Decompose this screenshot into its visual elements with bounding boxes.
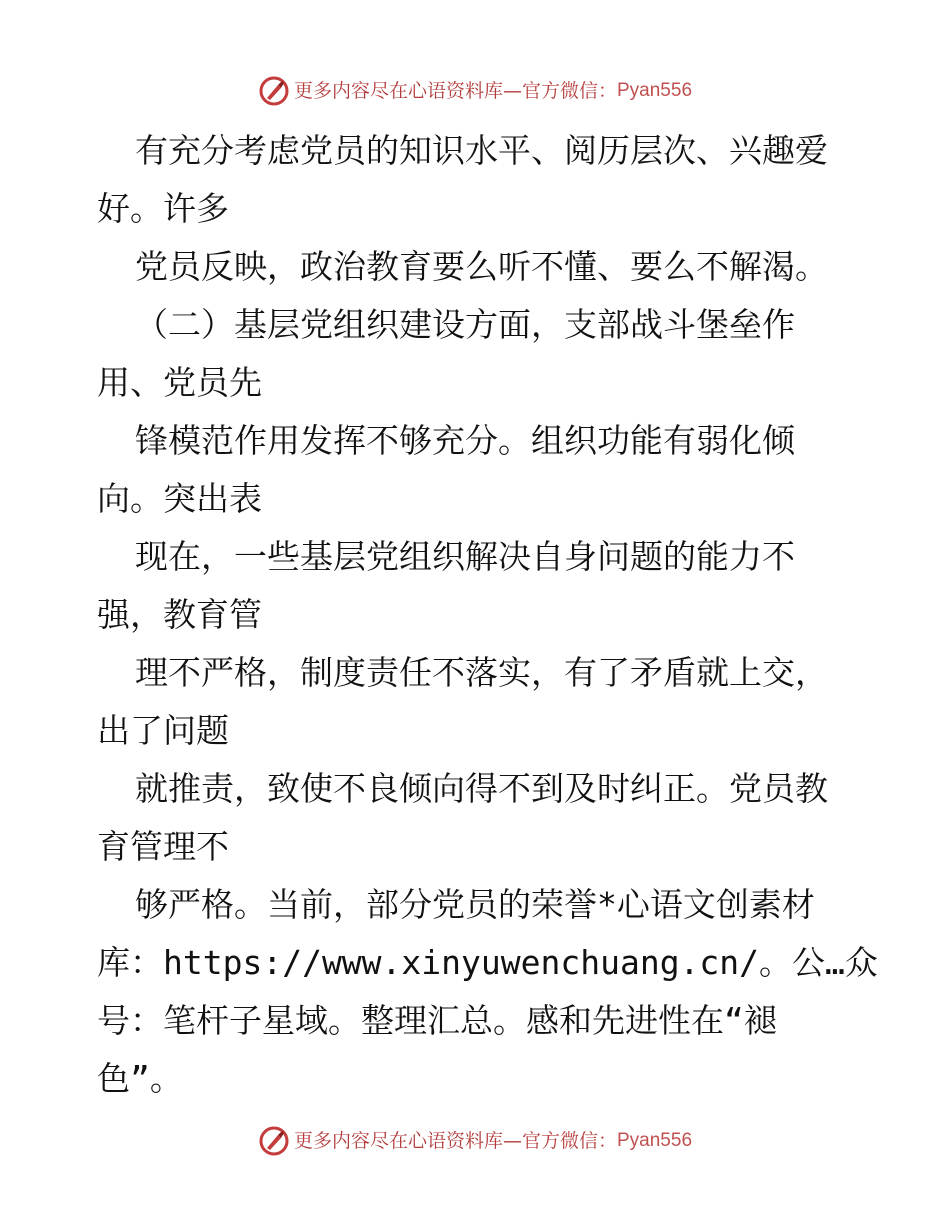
page-footer-banner xyxy=(0,1125,950,1166)
body-line: 理不严格，制度责任不落实，有了矛盾就上交， xyxy=(135,653,828,692)
footer-wechat-id: Pyan556 xyxy=(617,1130,693,1151)
document-body xyxy=(97,122,897,1108)
body-line: 锋模范作用发挥不够充分。组织功能有弱化倾 xyxy=(135,421,795,460)
body-line: 党员反映，政治教育要么听不懂、要么不解渴。 xyxy=(135,247,828,286)
header-wechat-label: 官方微信： xyxy=(521,80,617,102)
body-line: 库：https://www.xinyuwenchuang.cn/。公…众 xyxy=(97,943,878,982)
header-site-text: 更多内容尽在心语资料库 xyxy=(293,80,503,102)
body-line: 出了问题 xyxy=(97,711,229,750)
body-line: 有充分考虑党员的知识水平、阅历层次、兴趣爱 xyxy=(135,131,828,170)
body-line: 育管理不 xyxy=(97,827,229,866)
page-header-banner xyxy=(0,75,950,116)
header-wechat-id: Pyan556 xyxy=(617,80,693,101)
body-line: 号：笔杆子星域。整理汇总。感和先进性在“褪 xyxy=(97,1001,777,1040)
body-line: （二）基层党组织建设方面，支部战斗堡垒作 xyxy=(135,305,795,344)
body-line: 现在，一些基层党组织解决自身问题的能力不 xyxy=(135,537,795,576)
body-line: 就推责，致使不良倾向得不到及时纠正。党员教 xyxy=(135,769,828,808)
body-line: 够严格。当前，部分党员的荣誉*心语文创素材 xyxy=(135,885,815,924)
body-line: 色”。 xyxy=(97,1059,183,1098)
footer-dash: — xyxy=(502,1130,522,1152)
pen-logo-icon xyxy=(258,1125,290,1157)
header-dash: — xyxy=(502,80,522,102)
footer-wechat-label: 官方微信： xyxy=(521,1130,617,1152)
body-line: 好。许多 xyxy=(97,189,229,228)
body-line: 向。突出表 xyxy=(97,479,262,518)
footer-site-text: 更多内容尽在心语资料库 xyxy=(293,1130,503,1152)
body-line: 强，教育管 xyxy=(97,595,262,634)
pen-logo-icon xyxy=(258,75,290,107)
body-line: 用、党员先 xyxy=(97,363,262,402)
